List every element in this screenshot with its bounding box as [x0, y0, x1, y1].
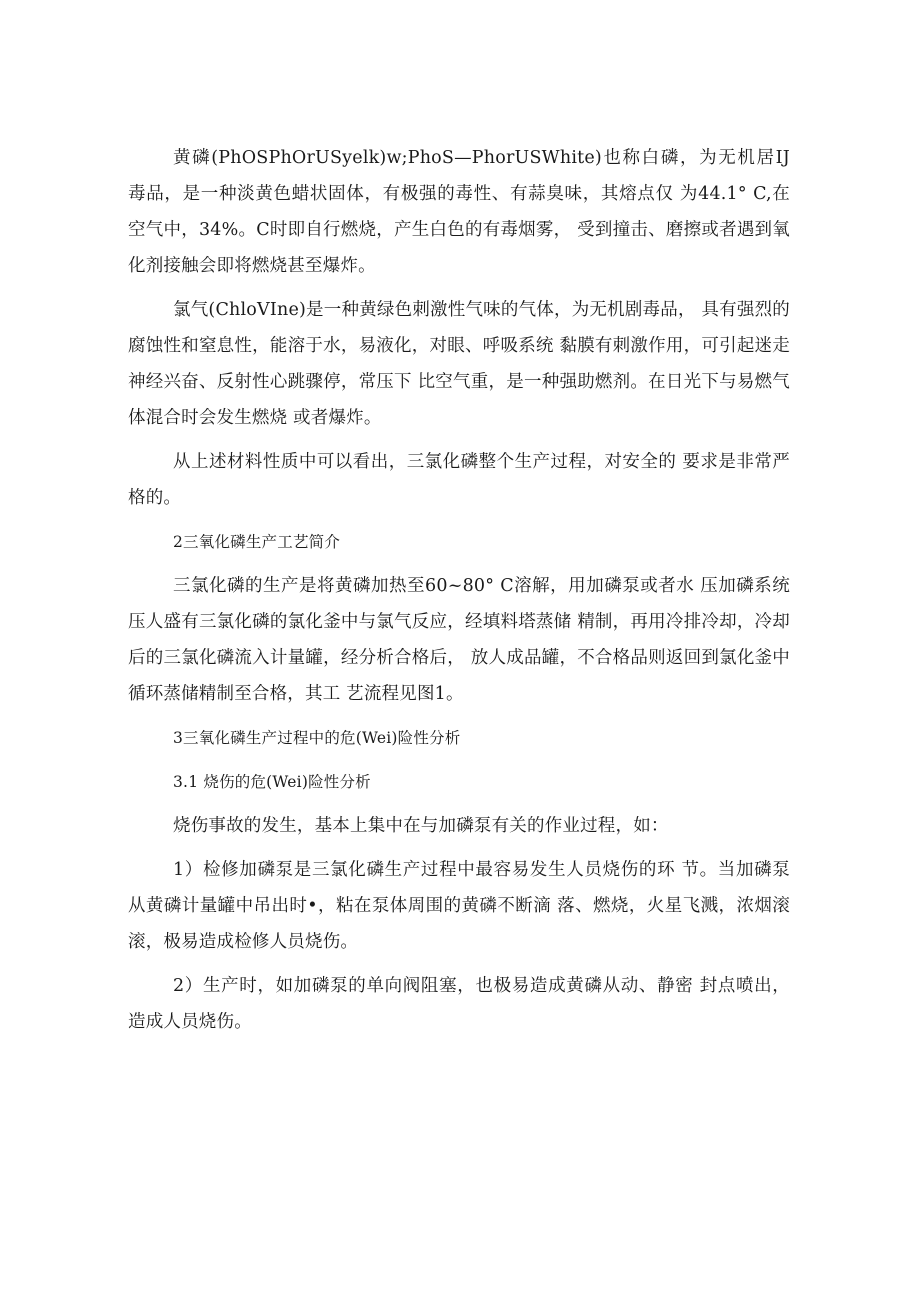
section-heading-hazard-analysis: 3三氧化磷生产过程中的危(Wei)险性分析 — [173, 729, 461, 747]
paragraph-process-description: 三氯化磷的生产是将黄磷加热至60~80° C溶解，用加磷泵或者水 压加磷系统压人盛有三氯化磷的氯化釜中与氯气反应，经填料塔蒸储 精制，再用冷排冷却，冷却后的三氯化磷流入计量罐，经分析合格后， 放人成品罐，不合格品则返回到氯化釜中循环蒸储精制至合格，其工 艺流程见图1。 — [128, 576, 790, 704]
list-item-2: 2）生产时，如加磷泵的单向阀阻塞，也极易造成黄磷从动、静密 封点喷出，造成人员烧伤。 — [128, 976, 790, 1032]
paragraph-burn-intro: 烧伤事故的发生，基本上集中在与加磷泵有关的作业过程，如： — [173, 816, 669, 836]
subsection-heading-burn-hazard: 3.1 烧伤的危(Wei)险性分析 — [173, 773, 371, 791]
document-body — [128, 140, 790, 1040]
paragraph-chlorine: 氯气(ChloVIne)是一种黄绿色刺激性气味的气体，为无机剧毒品， 具有强烈的腐蚀性和窒息性，能溶于水，易液化，对眼、呼吸系统 黏膜有刺激作用，可引起迷走神经兴奋、反射性心跳骤停，常压下 比空气重，是一种强助燃剂。在日光下与易燃气体混合时会发生燃烧 或者爆炸。 — [128, 300, 790, 428]
list-item-1: 1）检修加磷泵是三氯化磷生产过程中最容易发生人员烧伤的环 节。当加磷泵从黄磷计量罐中吊出时•，粘在泵体周围的黄磷不断滴 落、燃烧，火星飞溅，浓烟滚滚，极易造成检修人员烧伤。 — [128, 860, 790, 952]
paragraph-safety-requirement: 从上述材料性质中可以看出，三氯化磷整个生产过程，对安全的 要求是非常严格的。 — [128, 452, 790, 508]
section-heading-process: 2三氧化磷生产工艺简介 — [173, 533, 341, 551]
paragraph-yellow-phosphorus: 黄磷(PhOSPhOrUSyelk)w;PhoS—PhorUSWhite)也称白磷，为无机居IJ 毒品，是一种淡黄色蜡状固体，有极强的毒性、有蒜臭味，其熔点仅 为44.1° C,在空气中，34%。C时即自行燃烧，产生白色的有毒烟雾， 受到撞击、磨擦或者遇到氧化剂接触会即将燃烧甚至爆炸。 — [128, 148, 790, 276]
